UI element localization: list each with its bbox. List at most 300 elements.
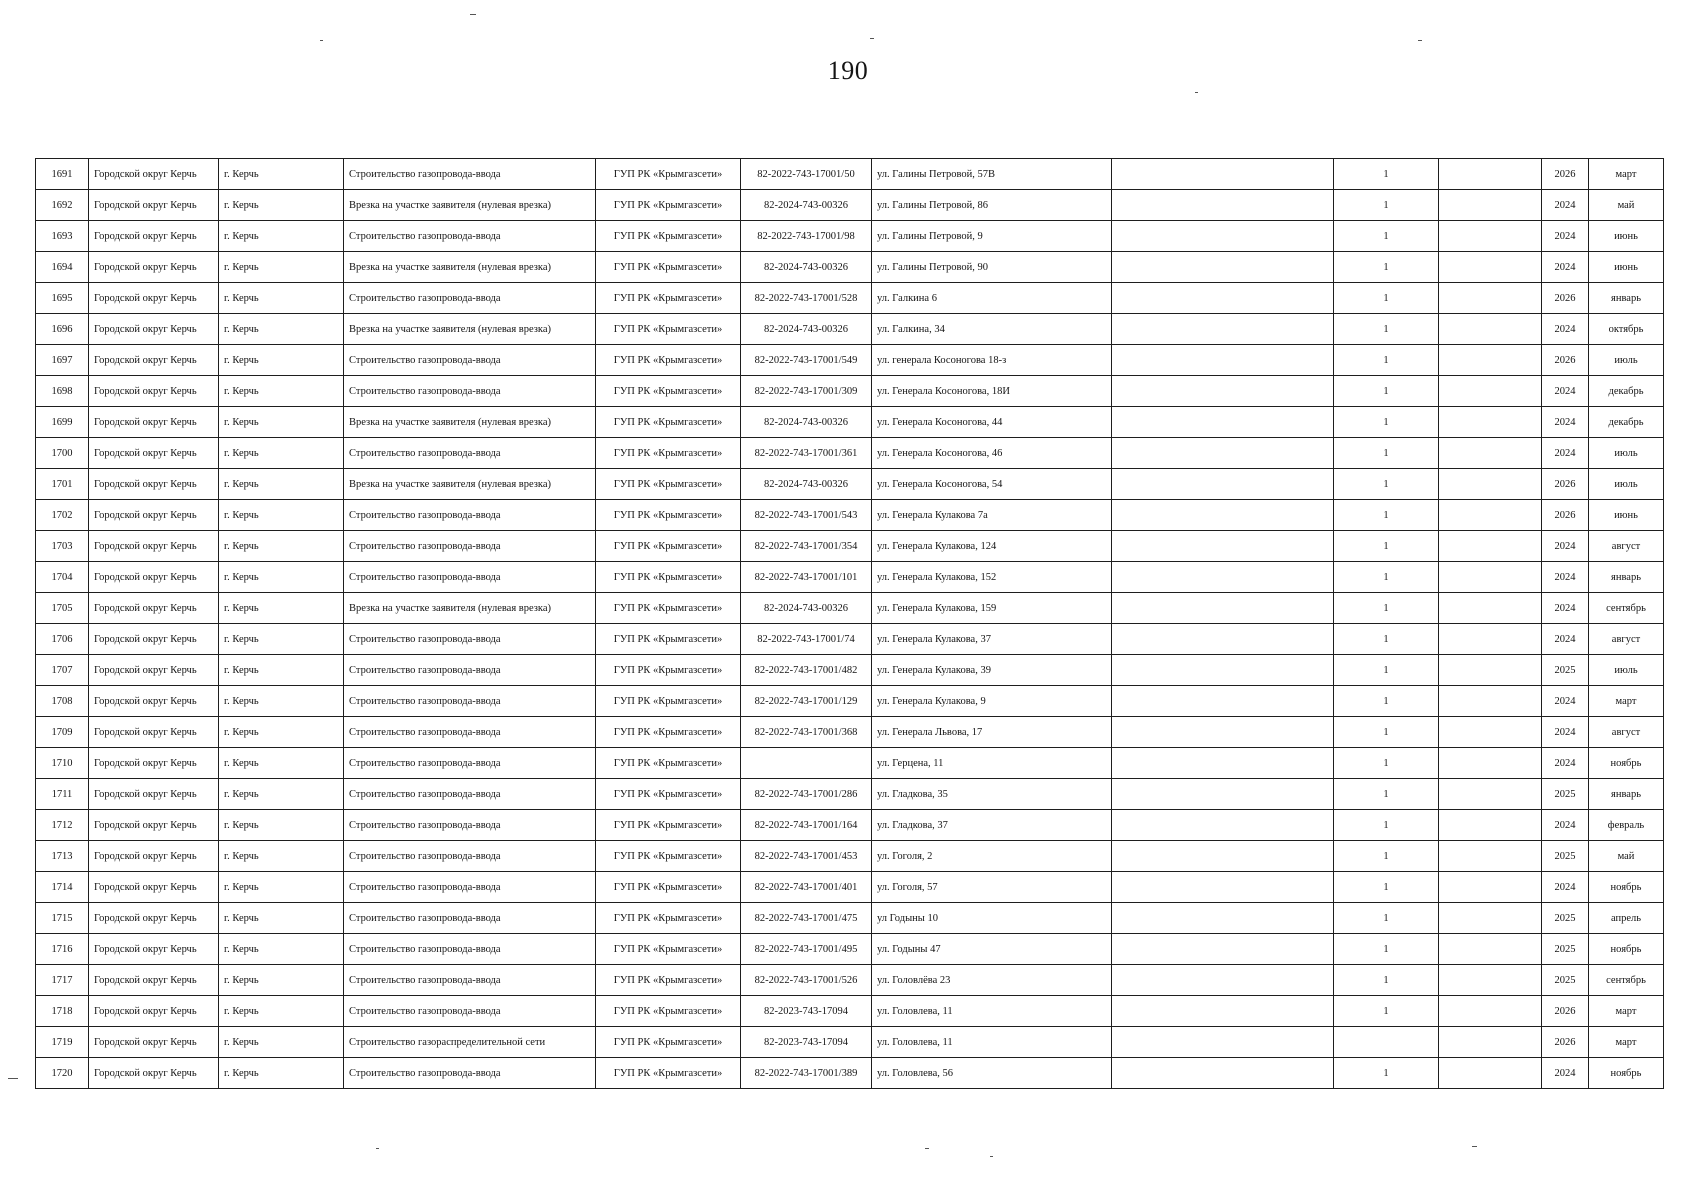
row-number: 1710: [36, 748, 89, 779]
work-type-cell: Врезка на участке заявителя (нулевая врезка): [344, 314, 596, 345]
empty-cell: [1439, 810, 1542, 841]
row-number: 1705: [36, 593, 89, 624]
empty-cell: [1439, 531, 1542, 562]
table-row: [36, 841, 1664, 872]
row-number: 1701: [36, 469, 89, 500]
row-number: 1691: [36, 159, 89, 190]
month-cell: июнь: [1589, 500, 1664, 531]
month-cell: ноябрь: [1589, 934, 1664, 965]
year-cell: 2024: [1542, 624, 1589, 655]
scan-speck: [376, 1148, 379, 1149]
work-type-cell: Строительство газопровода-ввода: [344, 934, 596, 965]
table-row: [36, 686, 1664, 717]
address-cell: ул. Головлёва 23: [872, 965, 1112, 996]
quantity-cell: 1: [1334, 345, 1439, 376]
address-cell: ул. Генерала Кулакова, 39: [872, 655, 1112, 686]
row-number: 1707: [36, 655, 89, 686]
address-cell: ул. Генерала Косоногова, 46: [872, 438, 1112, 469]
table-row: [36, 1027, 1664, 1058]
empty-cell: [1112, 283, 1334, 314]
empty-cell: [1112, 345, 1334, 376]
municipality-cell: Городской округ Керчь: [89, 314, 219, 345]
empty-cell: [1439, 717, 1542, 748]
city-cell: г. Керчь: [219, 655, 344, 686]
row-number: 1716: [36, 934, 89, 965]
quantity-cell: 1: [1334, 283, 1439, 314]
empty-cell: [1112, 407, 1334, 438]
quantity-cell: 1: [1334, 996, 1439, 1027]
application-id-cell: 82-2022-743-17001/475: [741, 903, 872, 934]
address-cell: ул. Гоголя, 2: [872, 841, 1112, 872]
address-cell: ул. генерала Косоногова 18-з: [872, 345, 1112, 376]
row-number: 1697: [36, 345, 89, 376]
organization-cell: ГУП РК «Крымгазсети»: [596, 283, 741, 314]
application-id-cell: 82-2023-743-17094: [741, 996, 872, 1027]
organization-cell: ГУП РК «Крымгазсети»: [596, 841, 741, 872]
municipality-cell: Городской округ Керчь: [89, 748, 219, 779]
year-cell: 2024: [1542, 810, 1589, 841]
empty-cell: [1112, 903, 1334, 934]
year-cell: 2026: [1542, 345, 1589, 376]
application-id-cell: 82-2022-743-17001/526: [741, 965, 872, 996]
scan-speck: [1195, 92, 1198, 93]
table-row: [36, 810, 1664, 841]
table-row: [36, 655, 1664, 686]
month-cell: ноябрь: [1589, 748, 1664, 779]
empty-cell: [1439, 779, 1542, 810]
municipality-cell: Городской округ Керчь: [89, 934, 219, 965]
empty-cell: [1112, 655, 1334, 686]
year-cell: 2024: [1542, 1058, 1589, 1089]
scan-speck: [320, 40, 323, 41]
municipality-cell: Городской округ Керчь: [89, 252, 219, 283]
municipality-cell: Городской округ Керчь: [89, 1058, 219, 1089]
application-id-cell: 82-2022-743-17001/453: [741, 841, 872, 872]
application-id-cell: 82-2024-743-00326: [741, 252, 872, 283]
quantity-cell: 1: [1334, 655, 1439, 686]
year-cell: 2024: [1542, 438, 1589, 469]
empty-cell: [1439, 159, 1542, 190]
work-type-cell: Строительство газопровода-ввода: [344, 810, 596, 841]
table-row: [36, 190, 1664, 221]
month-cell: апрель: [1589, 903, 1664, 934]
table-row: [36, 624, 1664, 655]
row-number: 1695: [36, 283, 89, 314]
month-cell: март: [1589, 996, 1664, 1027]
work-type-cell: Строительство газопровода-ввода: [344, 624, 596, 655]
work-type-cell: Строительство газопровода-ввода: [344, 562, 596, 593]
quantity-cell: 1: [1334, 593, 1439, 624]
application-id-cell: 82-2022-743-17001/309: [741, 376, 872, 407]
empty-cell: [1112, 376, 1334, 407]
municipality-cell: Городской округ Керчь: [89, 190, 219, 221]
application-id-cell: 82-2022-743-17001/368: [741, 717, 872, 748]
address-cell: ул. Галины Петровой, 90: [872, 252, 1112, 283]
organization-cell: ГУП РК «Крымгазсети»: [596, 779, 741, 810]
row-number: 1715: [36, 903, 89, 934]
row-number: 1703: [36, 531, 89, 562]
address-cell: ул. Гладкова, 35: [872, 779, 1112, 810]
municipality-cell: Городской округ Керчь: [89, 841, 219, 872]
year-cell: 2026: [1542, 283, 1589, 314]
organization-cell: ГУП РК «Крымгазсети»: [596, 190, 741, 221]
month-cell: июль: [1589, 469, 1664, 500]
month-cell: сентябрь: [1589, 965, 1664, 996]
year-cell: 2025: [1542, 655, 1589, 686]
application-id-cell: 82-2022-743-17001/74: [741, 624, 872, 655]
empty-cell: [1112, 872, 1334, 903]
scan-speck: [8, 1078, 18, 1079]
city-cell: г. Керчь: [219, 159, 344, 190]
municipality-cell: Городской округ Керчь: [89, 810, 219, 841]
scan-speck: [925, 1148, 929, 1149]
year-cell: 2024: [1542, 686, 1589, 717]
municipality-cell: Городской округ Керчь: [89, 1027, 219, 1058]
municipality-cell: Городской округ Керчь: [89, 562, 219, 593]
empty-cell: [1112, 438, 1334, 469]
application-id-cell: 82-2022-743-17001/495: [741, 934, 872, 965]
address-cell: ул. Генерала Косоногова, 54: [872, 469, 1112, 500]
organization-cell: ГУП РК «Крымгазсети»: [596, 252, 741, 283]
work-type-cell: Строительство газопровода-ввода: [344, 531, 596, 562]
application-id-cell: 82-2022-743-17001/389: [741, 1058, 872, 1089]
year-cell: 2024: [1542, 562, 1589, 593]
table-row: [36, 593, 1664, 624]
organization-cell: ГУП РК «Крымгазсети»: [596, 159, 741, 190]
address-cell: ул. Генерала Кулакова, 37: [872, 624, 1112, 655]
row-number: 1699: [36, 407, 89, 438]
table-row: [36, 221, 1664, 252]
row-number: 1717: [36, 965, 89, 996]
city-cell: г. Керчь: [219, 748, 344, 779]
scan-speck: [990, 1156, 993, 1157]
month-cell: июль: [1589, 438, 1664, 469]
year-cell: 2024: [1542, 593, 1589, 624]
municipality-cell: Городской округ Керчь: [89, 407, 219, 438]
quantity-cell: 1: [1334, 624, 1439, 655]
address-cell: ул. Герцена, 11: [872, 748, 1112, 779]
month-cell: ноябрь: [1589, 1058, 1664, 1089]
work-type-cell: Строительство газопровода-ввода: [344, 686, 596, 717]
empty-cell: [1439, 252, 1542, 283]
empty-cell: [1112, 996, 1334, 1027]
gasification-table: [35, 158, 1664, 1089]
table-row: [36, 934, 1664, 965]
empty-cell: [1439, 283, 1542, 314]
application-id-cell: 82-2022-743-17001/164: [741, 810, 872, 841]
row-number: 1698: [36, 376, 89, 407]
address-cell: ул. Гоголя, 57: [872, 872, 1112, 903]
empty-cell: [1439, 872, 1542, 903]
row-number: 1712: [36, 810, 89, 841]
organization-cell: ГУП РК «Крымгазсети»: [596, 1058, 741, 1089]
row-number: 1718: [36, 996, 89, 1027]
row-number: 1709: [36, 717, 89, 748]
address-cell: ул. Галкина 6: [872, 283, 1112, 314]
empty-cell: [1439, 965, 1542, 996]
address-cell: ул. Галины Петровой, 86: [872, 190, 1112, 221]
quantity-cell: 1: [1334, 531, 1439, 562]
month-cell: март: [1589, 1027, 1664, 1058]
organization-cell: ГУП РК «Крымгазсети»: [596, 748, 741, 779]
work-type-cell: Строительство газопровода-ввода: [344, 872, 596, 903]
address-cell: ул. Галины Петровой, 9: [872, 221, 1112, 252]
empty-cell: [1112, 748, 1334, 779]
work-type-cell: Врезка на участке заявителя (нулевая врезка): [344, 407, 596, 438]
organization-cell: ГУП РК «Крымгазсети»: [596, 717, 741, 748]
organization-cell: ГУП РК «Крымгазсети»: [596, 965, 741, 996]
empty-cell: [1112, 159, 1334, 190]
city-cell: г. Керчь: [219, 717, 344, 748]
organization-cell: ГУП РК «Крымгазсети»: [596, 903, 741, 934]
empty-cell: [1112, 221, 1334, 252]
address-cell: ул. Головлева, 11: [872, 996, 1112, 1027]
empty-cell: [1112, 717, 1334, 748]
quantity-cell: 1: [1334, 407, 1439, 438]
organization-cell: ГУП РК «Крымгазсети»: [596, 593, 741, 624]
empty-cell: [1112, 965, 1334, 996]
table-row: [36, 748, 1664, 779]
city-cell: г. Керчь: [219, 500, 344, 531]
address-cell: ул. Генерала Кулакова, 159: [872, 593, 1112, 624]
month-cell: июнь: [1589, 221, 1664, 252]
year-cell: 2025: [1542, 903, 1589, 934]
month-cell: август: [1589, 717, 1664, 748]
organization-cell: ГУП РК «Крымгазсети»: [596, 624, 741, 655]
month-cell: январь: [1589, 562, 1664, 593]
city-cell: г. Керчь: [219, 1027, 344, 1058]
month-cell: декабрь: [1589, 407, 1664, 438]
organization-cell: ГУП РК «Крымгазсети»: [596, 934, 741, 965]
quantity-cell: 1: [1334, 686, 1439, 717]
application-id-cell: 82-2022-743-17001/549: [741, 345, 872, 376]
scan-speck: [1472, 1146, 1477, 1147]
city-cell: г. Керчь: [219, 407, 344, 438]
work-type-cell: Врезка на участке заявителя (нулевая врезка): [344, 252, 596, 283]
empty-cell: [1439, 593, 1542, 624]
municipality-cell: Городской округ Керчь: [89, 686, 219, 717]
organization-cell: ГУП РК «Крымгазсети»: [596, 314, 741, 345]
quantity-cell: 1: [1334, 376, 1439, 407]
row-number: 1702: [36, 500, 89, 531]
work-type-cell: Строительство газопровода-ввода: [344, 500, 596, 531]
work-type-cell: Строительство газопровода-ввода: [344, 159, 596, 190]
table-row: [36, 159, 1664, 190]
row-number: 1706: [36, 624, 89, 655]
application-id-cell: 82-2023-743-17094: [741, 1027, 872, 1058]
table-row: [36, 531, 1664, 562]
row-number: 1694: [36, 252, 89, 283]
year-cell: 2026: [1542, 500, 1589, 531]
application-id-cell: 82-2022-743-17001/129: [741, 686, 872, 717]
empty-cell: [1112, 500, 1334, 531]
municipality-cell: Городской округ Керчь: [89, 221, 219, 252]
table-row: [36, 252, 1664, 283]
quantity-cell: 1: [1334, 717, 1439, 748]
empty-cell: [1112, 810, 1334, 841]
address-cell: ул. Головлева, 11: [872, 1027, 1112, 1058]
table-row: [36, 779, 1664, 810]
address-cell: ул. Генерала Кулакова, 124: [872, 531, 1112, 562]
city-cell: г. Керчь: [219, 624, 344, 655]
quantity-cell: 1: [1334, 314, 1439, 345]
application-id-cell: 82-2024-743-00326: [741, 469, 872, 500]
work-type-cell: Строительство газопровода-ввода: [344, 655, 596, 686]
empty-cell: [1439, 655, 1542, 686]
work-type-cell: Врезка на участке заявителя (нулевая врезка): [344, 593, 596, 624]
city-cell: г. Керчь: [219, 996, 344, 1027]
year-cell: 2024: [1542, 872, 1589, 903]
address-cell: ул. Генерала Кулакова, 152: [872, 562, 1112, 593]
empty-cell: [1112, 469, 1334, 500]
city-cell: г. Керчь: [219, 934, 344, 965]
empty-cell: [1439, 190, 1542, 221]
year-cell: 2024: [1542, 314, 1589, 345]
application-id-cell: 82-2024-743-00326: [741, 314, 872, 345]
table-row: [36, 407, 1664, 438]
empty-cell: [1439, 562, 1542, 593]
application-id-cell: 82-2022-743-17001/482: [741, 655, 872, 686]
city-cell: г. Керчь: [219, 1058, 344, 1089]
city-cell: г. Керчь: [219, 810, 344, 841]
application-id-cell: 82-2022-743-17001/528: [741, 283, 872, 314]
quantity-cell: 1: [1334, 965, 1439, 996]
address-cell: ул. Головлева, 56: [872, 1058, 1112, 1089]
empty-cell: [1439, 624, 1542, 655]
empty-cell: [1112, 252, 1334, 283]
row-number: 1713: [36, 841, 89, 872]
table-row: [36, 965, 1664, 996]
municipality-cell: Городской округ Керчь: [89, 500, 219, 531]
year-cell: 2025: [1542, 779, 1589, 810]
quantity-cell: 1: [1334, 252, 1439, 283]
year-cell: 2026: [1542, 469, 1589, 500]
year-cell: 2025: [1542, 934, 1589, 965]
empty-cell: [1112, 686, 1334, 717]
table-row: [36, 562, 1664, 593]
quantity-cell: 1: [1334, 841, 1439, 872]
month-cell: июль: [1589, 655, 1664, 686]
municipality-cell: Городской округ Керчь: [89, 996, 219, 1027]
empty-cell: [1439, 996, 1542, 1027]
empty-cell: [1439, 841, 1542, 872]
month-cell: декабрь: [1589, 376, 1664, 407]
empty-cell: [1439, 1027, 1542, 1058]
work-type-cell: Строительство газопровода-ввода: [344, 903, 596, 934]
empty-cell: [1439, 1058, 1542, 1089]
empty-cell: [1439, 500, 1542, 531]
row-number: 1693: [36, 221, 89, 252]
address-cell: ул Годыны 10: [872, 903, 1112, 934]
city-cell: г. Керчь: [219, 221, 344, 252]
application-id-cell: 82-2024-743-00326: [741, 407, 872, 438]
application-id-cell: 82-2022-743-17001/354: [741, 531, 872, 562]
table-row: [36, 717, 1664, 748]
table-row: [36, 872, 1664, 903]
row-number: 1720: [36, 1058, 89, 1089]
year-cell: 2024: [1542, 376, 1589, 407]
work-type-cell: Строительство газопровода-ввода: [344, 841, 596, 872]
city-cell: г. Керчь: [219, 562, 344, 593]
quantity-cell: 1: [1334, 1058, 1439, 1089]
year-cell: 2024: [1542, 407, 1589, 438]
municipality-cell: Городской округ Керчь: [89, 283, 219, 314]
organization-cell: ГУП РК «Крымгазсети»: [596, 686, 741, 717]
city-cell: г. Керчь: [219, 438, 344, 469]
empty-cell: [1112, 531, 1334, 562]
organization-cell: ГУП РК «Крымгазсети»: [596, 1027, 741, 1058]
table-row: [36, 1058, 1664, 1089]
quantity-cell: 1: [1334, 562, 1439, 593]
empty-cell: [1439, 903, 1542, 934]
quantity-cell: 1: [1334, 748, 1439, 779]
empty-cell: [1439, 934, 1542, 965]
application-id-cell: 82-2022-743-17001/101: [741, 562, 872, 593]
organization-cell: ГУП РК «Крымгазсети»: [596, 562, 741, 593]
month-cell: май: [1589, 841, 1664, 872]
municipality-cell: Городской округ Керчь: [89, 872, 219, 903]
application-id-cell: [741, 748, 872, 779]
empty-cell: [1439, 407, 1542, 438]
municipality-cell: Городской округ Керчь: [89, 159, 219, 190]
work-type-cell: Строительство газопровода-ввода: [344, 221, 596, 252]
empty-cell: [1112, 1058, 1334, 1089]
work-type-cell: Строительство газопровода-ввода: [344, 283, 596, 314]
table-row: [36, 345, 1664, 376]
application-id-cell: 82-2022-743-17001/98: [741, 221, 872, 252]
city-cell: г. Керчь: [219, 469, 344, 500]
quantity-cell: 1: [1334, 190, 1439, 221]
month-cell: январь: [1589, 779, 1664, 810]
row-number: 1704: [36, 562, 89, 593]
application-id-cell: 82-2022-743-17001/286: [741, 779, 872, 810]
empty-cell: [1439, 314, 1542, 345]
table-row: [36, 376, 1664, 407]
municipality-cell: Городской округ Керчь: [89, 903, 219, 934]
table-row: [36, 500, 1664, 531]
quantity-cell: 1: [1334, 903, 1439, 934]
table-row: [36, 438, 1664, 469]
city-cell: г. Керчь: [219, 841, 344, 872]
table-body: [36, 159, 1664, 1089]
scan-speck: [870, 38, 874, 39]
quantity-cell: 1: [1334, 810, 1439, 841]
month-cell: июль: [1589, 345, 1664, 376]
city-cell: г. Керчь: [219, 686, 344, 717]
application-id-cell: 82-2022-743-17001/401: [741, 872, 872, 903]
row-number: 1708: [36, 686, 89, 717]
address-cell: ул. Генерала Косоногова, 18И: [872, 376, 1112, 407]
address-cell: ул. Генерала Львова, 17: [872, 717, 1112, 748]
month-cell: июнь: [1589, 252, 1664, 283]
municipality-cell: Городской округ Керчь: [89, 965, 219, 996]
year-cell: 2024: [1542, 717, 1589, 748]
organization-cell: ГУП РК «Крымгазсети»: [596, 345, 741, 376]
application-id-cell: 82-2022-743-17001/50: [741, 159, 872, 190]
city-cell: г. Керчь: [219, 965, 344, 996]
city-cell: г. Керчь: [219, 283, 344, 314]
month-cell: ноябрь: [1589, 872, 1664, 903]
table-row: [36, 996, 1664, 1027]
quantity-cell: 1: [1334, 872, 1439, 903]
city-cell: г. Керчь: [219, 903, 344, 934]
organization-cell: ГУП РК «Крымгазсети»: [596, 469, 741, 500]
work-type-cell: Строительство газопровода-ввода: [344, 345, 596, 376]
quantity-cell: 1: [1334, 438, 1439, 469]
city-cell: г. Керчь: [219, 779, 344, 810]
empty-cell: [1112, 841, 1334, 872]
work-type-cell: Строительство газопровода-ввода: [344, 996, 596, 1027]
